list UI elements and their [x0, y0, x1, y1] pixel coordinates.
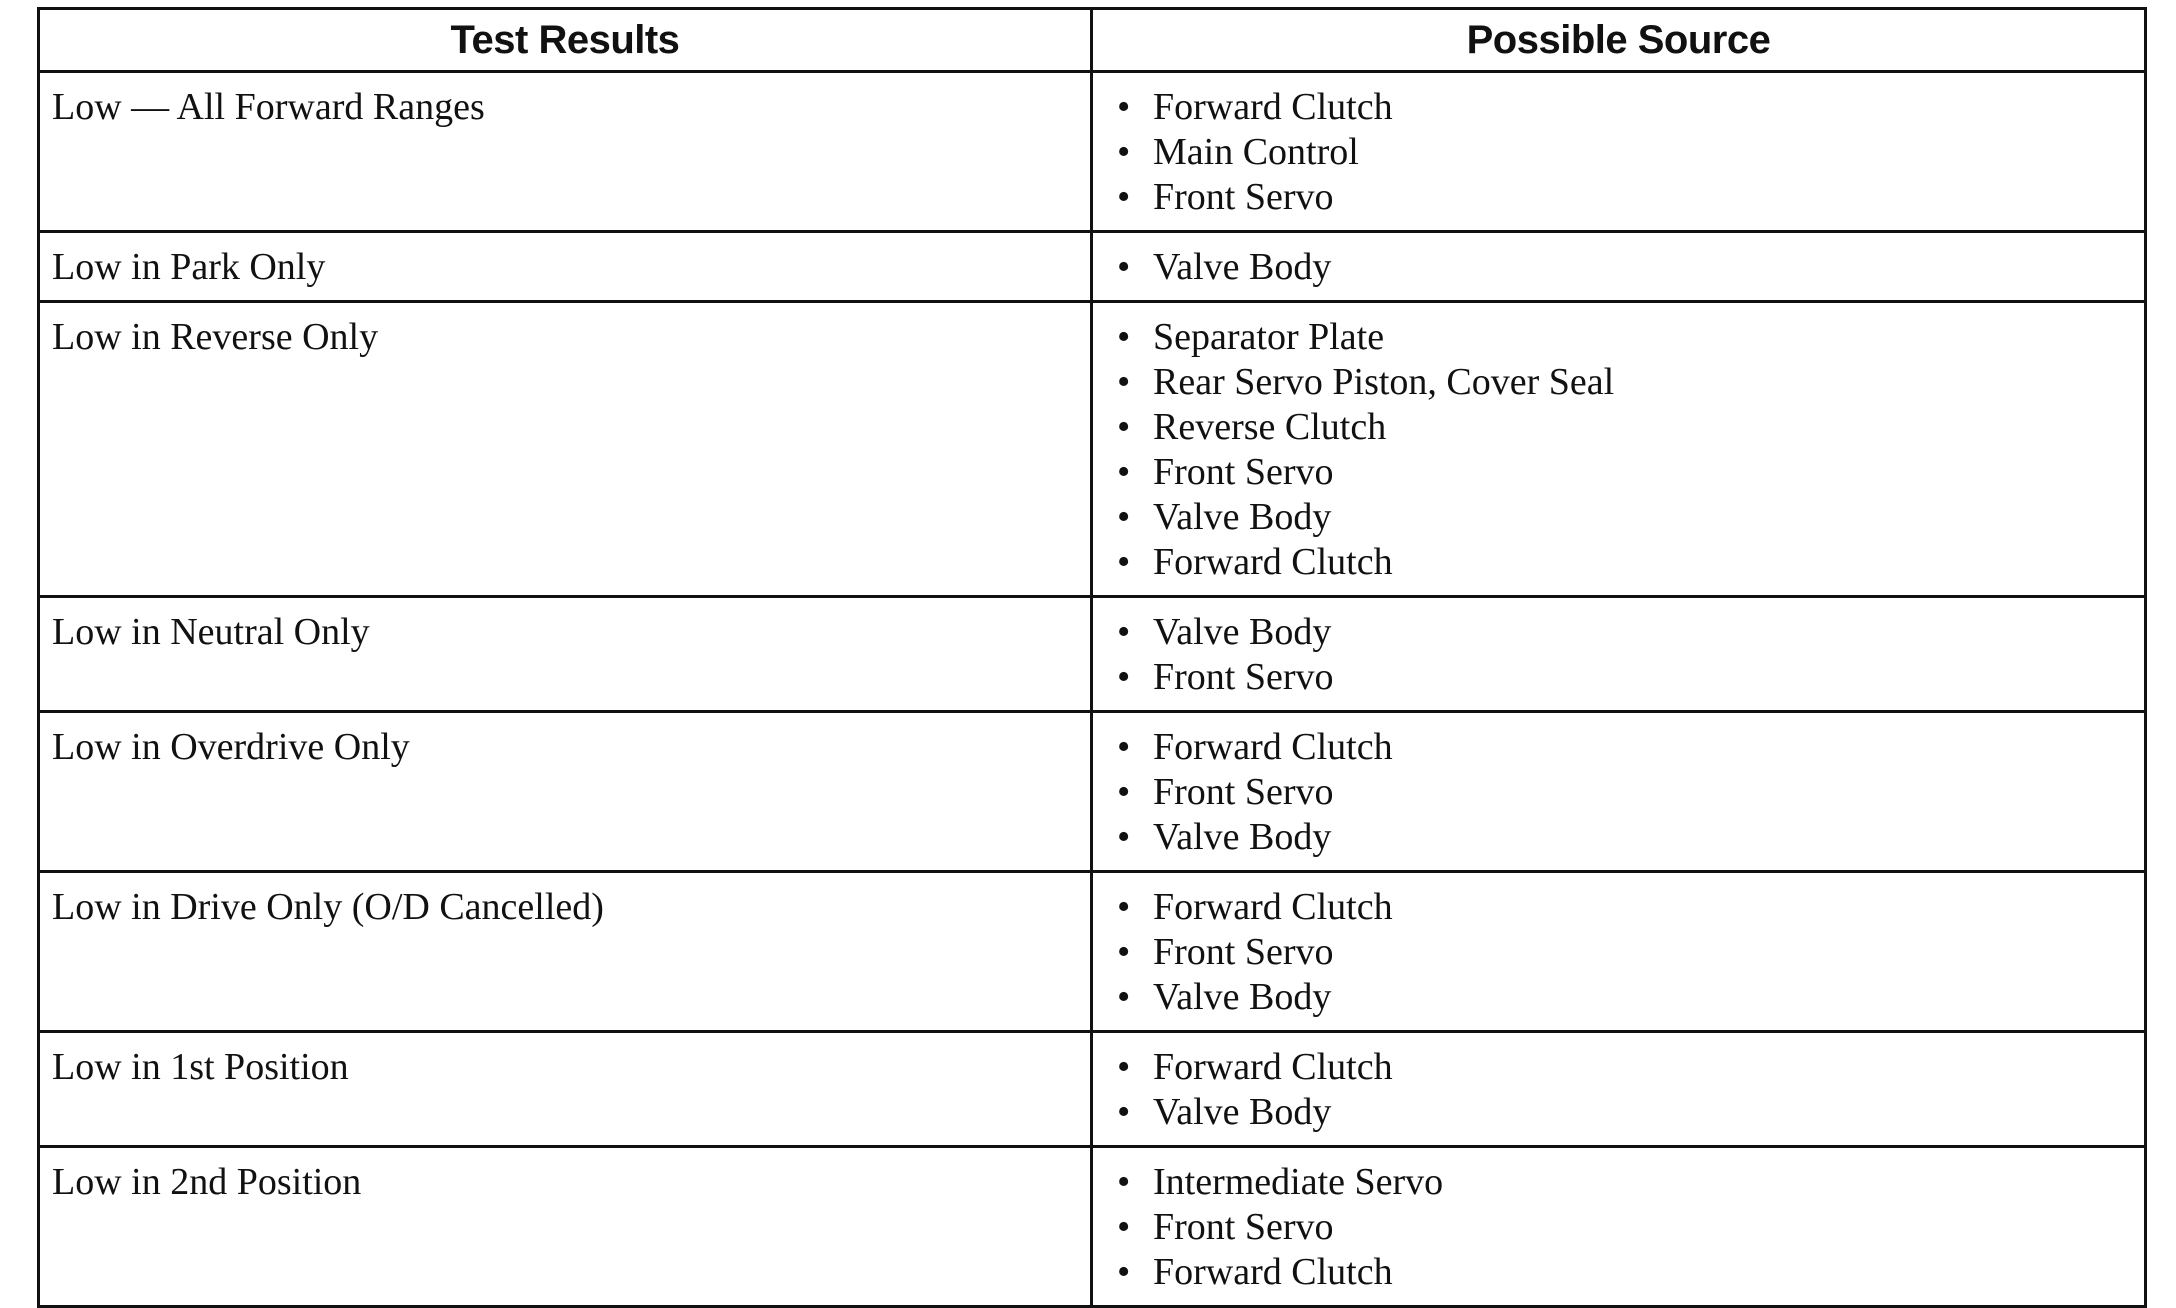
test-result-cell: Low in Neutral Only — [39, 597, 1092, 712]
bullet-icon: • — [1117, 976, 1131, 1018]
pressure-test-table-container — [37, 7, 2144, 1308]
source-item — [1105, 1090, 2132, 1135]
source-text: Forward Clutch — [1153, 726, 1393, 768]
bullet-icon: • — [1117, 1046, 1131, 1088]
source-list — [1105, 1160, 2132, 1295]
bullet-icon: • — [1117, 611, 1131, 653]
table-row — [39, 597, 2146, 712]
source-item — [1105, 1045, 2132, 1090]
source-text: Valve Body — [1153, 1091, 1332, 1133]
source-text: Front Servo — [1153, 931, 1334, 973]
test-result-cell: Low in 1st Position — [39, 1032, 1092, 1147]
source-list — [1105, 610, 2132, 700]
bullet-icon: • — [1117, 131, 1131, 173]
source-item — [1105, 1205, 2132, 1250]
possible-source-cell — [1092, 72, 2146, 232]
test-result-cell: Low in Overdrive Only — [39, 712, 1092, 872]
source-item — [1105, 540, 2132, 585]
source-item — [1105, 450, 2132, 495]
source-text: Forward Clutch — [1153, 886, 1393, 928]
possible-source-cell — [1092, 872, 2146, 1032]
possible-source-cell — [1092, 1032, 2146, 1147]
test-result-cell: Low in Reverse Only — [39, 302, 1092, 597]
source-text: Intermediate Servo — [1153, 1161, 1444, 1203]
table-row — [39, 232, 2146, 302]
source-item — [1105, 360, 2132, 405]
header-row — [39, 9, 2146, 72]
bullet-icon: • — [1117, 1251, 1131, 1293]
table-row — [39, 302, 2146, 597]
source-item — [1105, 130, 2132, 175]
source-text: Valve Body — [1153, 496, 1332, 538]
source-item — [1105, 725, 2132, 770]
source-text: Forward Clutch — [1153, 541, 1393, 583]
source-item — [1105, 1250, 2132, 1295]
source-item — [1105, 245, 2132, 290]
source-list — [1105, 245, 2132, 290]
source-list — [1105, 885, 2132, 1020]
source-text: Valve Body — [1153, 816, 1332, 858]
table-row — [39, 712, 2146, 872]
source-text: Reverse Clutch — [1153, 406, 1387, 448]
source-item — [1105, 495, 2132, 540]
bullet-icon: • — [1117, 726, 1131, 768]
table-row — [39, 1032, 2146, 1147]
source-text: Main Control — [1153, 131, 1359, 173]
pressure-test-table — [37, 7, 2147, 1308]
header-possible-source: Possible Source — [1092, 9, 2146, 72]
source-text: Valve Body — [1153, 611, 1332, 653]
source-item — [1105, 655, 2132, 700]
table-row — [39, 1147, 2146, 1307]
bullet-icon: • — [1117, 246, 1131, 288]
table-row — [39, 72, 2146, 232]
source-text: Front Servo — [1153, 656, 1334, 698]
possible-source-cell — [1092, 597, 2146, 712]
source-text: Forward Clutch — [1153, 86, 1393, 128]
source-text: Valve Body — [1153, 976, 1332, 1018]
bullet-icon: • — [1117, 406, 1131, 448]
possible-source-cell — [1092, 1147, 2146, 1307]
source-item — [1105, 315, 2132, 360]
bullet-icon: • — [1117, 316, 1131, 358]
source-list — [1105, 1045, 2132, 1135]
source-item — [1105, 975, 2132, 1020]
source-text: Valve Body — [1153, 246, 1332, 288]
table-row — [39, 872, 2146, 1032]
bullet-icon: • — [1117, 1161, 1131, 1203]
source-list — [1105, 85, 2132, 220]
bullet-icon: • — [1117, 816, 1131, 858]
source-text: Rear Servo Piston, Cover Seal — [1153, 361, 1615, 403]
source-text: Front Servo — [1153, 176, 1334, 218]
source-item — [1105, 610, 2132, 655]
test-result-cell: Low in Drive Only (O/D Cancelled) — [39, 872, 1092, 1032]
possible-source-cell — [1092, 712, 2146, 872]
bullet-icon: • — [1117, 361, 1131, 403]
bullet-icon: • — [1117, 451, 1131, 493]
test-result-cell: Low — All Forward Ranges — [39, 72, 1092, 232]
source-item — [1105, 85, 2132, 130]
bullet-icon: • — [1117, 496, 1131, 538]
bullet-icon: • — [1117, 176, 1131, 218]
source-item — [1105, 885, 2132, 930]
possible-source-cell — [1092, 232, 2146, 302]
test-result-cell: Low in 2nd Position — [39, 1147, 1092, 1307]
bullet-icon: • — [1117, 886, 1131, 928]
bullet-icon: • — [1117, 931, 1131, 973]
source-text: Front Servo — [1153, 771, 1334, 813]
source-text: Front Servo — [1153, 1206, 1334, 1248]
bullet-icon: • — [1117, 656, 1131, 698]
source-text: Front Servo — [1153, 451, 1334, 493]
source-item — [1105, 930, 2132, 975]
source-text: Forward Clutch — [1153, 1251, 1393, 1293]
source-item — [1105, 815, 2132, 860]
source-text: Separator Plate — [1153, 316, 1385, 358]
bullet-icon: • — [1117, 541, 1131, 583]
source-item — [1105, 175, 2132, 220]
bullet-icon: • — [1117, 86, 1131, 128]
header-test-results: Test Results — [39, 9, 1092, 72]
source-item — [1105, 405, 2132, 450]
source-item — [1105, 1160, 2132, 1205]
source-item — [1105, 770, 2132, 815]
bullet-icon: • — [1117, 771, 1131, 813]
source-list — [1105, 315, 2132, 585]
test-result-cell: Low in Park Only — [39, 232, 1092, 302]
source-text: Forward Clutch — [1153, 1046, 1393, 1088]
source-list — [1105, 725, 2132, 860]
possible-source-cell — [1092, 302, 2146, 597]
bullet-icon: • — [1117, 1206, 1131, 1248]
bullet-icon: • — [1117, 1091, 1131, 1133]
